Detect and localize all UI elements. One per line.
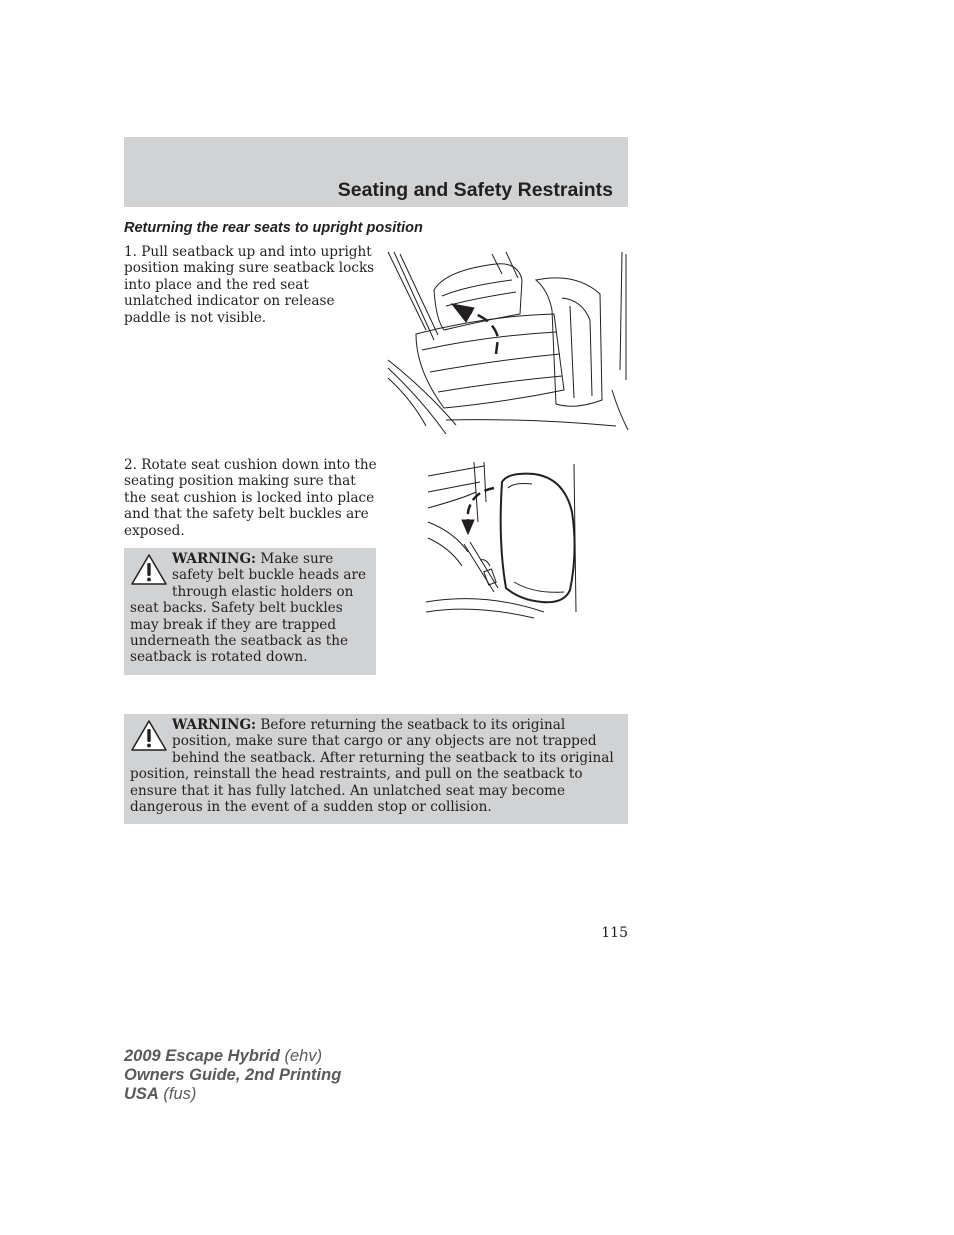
warning-box-2	[124, 714, 628, 824]
step-1-text: 1. Pull seatback up and into upright position making sure seatback locks into place and the red seat unlatched indicator on release paddle is not visible.	[124, 244, 375, 326]
section-title: Seating and Safety Restraints	[337, 179, 613, 201]
footer-guide: Owners Guide, 2nd Printing	[124, 1066, 342, 1084]
footer-market-code: (fus)	[158, 1085, 197, 1103]
seat-cushion-rotate-illustration	[424, 462, 594, 620]
seatback-upright-illustration	[386, 250, 630, 434]
warning-box-1	[124, 548, 376, 675]
footer-model: 2009 Escape Hybrid	[124, 1047, 280, 1065]
section-header-band	[124, 137, 628, 207]
warning-triangle-icon	[130, 719, 168, 753]
subsection-heading: Returning the rear seats to upright position	[124, 220, 423, 236]
warning-label: WARNING:	[172, 717, 257, 733]
warning-text: Make sure safety belt buckle heads are through elastic holders on seat backs. Safety belt buckles may break if they are trapped underneath the seatback as the seatback is rotated down.	[130, 551, 367, 666]
document-footer	[124, 1047, 341, 1104]
page-number: 115	[601, 925, 628, 941]
warning-label: WARNING:	[172, 551, 257, 567]
warning-triangle-icon	[130, 553, 168, 587]
step-2-text: 2. Rotate seat cushion down into the seating position making sure that the seat cushion is locked into place and that the safety belt buckles are exposed.	[124, 457, 377, 539]
footer-model-code: (ehv)	[279, 1047, 323, 1065]
warning-text: Before returning the seatback to its original position, make sure that cargo or any objects are not trapped behind the seatback. After returning the seatback to its original position, reinstall the head restraints, and pull on the seatback to ensure that it has fully latched. An unlatched seat may become dangerous in the event of a sudden stop or collision.	[130, 717, 614, 816]
footer-market: USA	[124, 1085, 159, 1103]
